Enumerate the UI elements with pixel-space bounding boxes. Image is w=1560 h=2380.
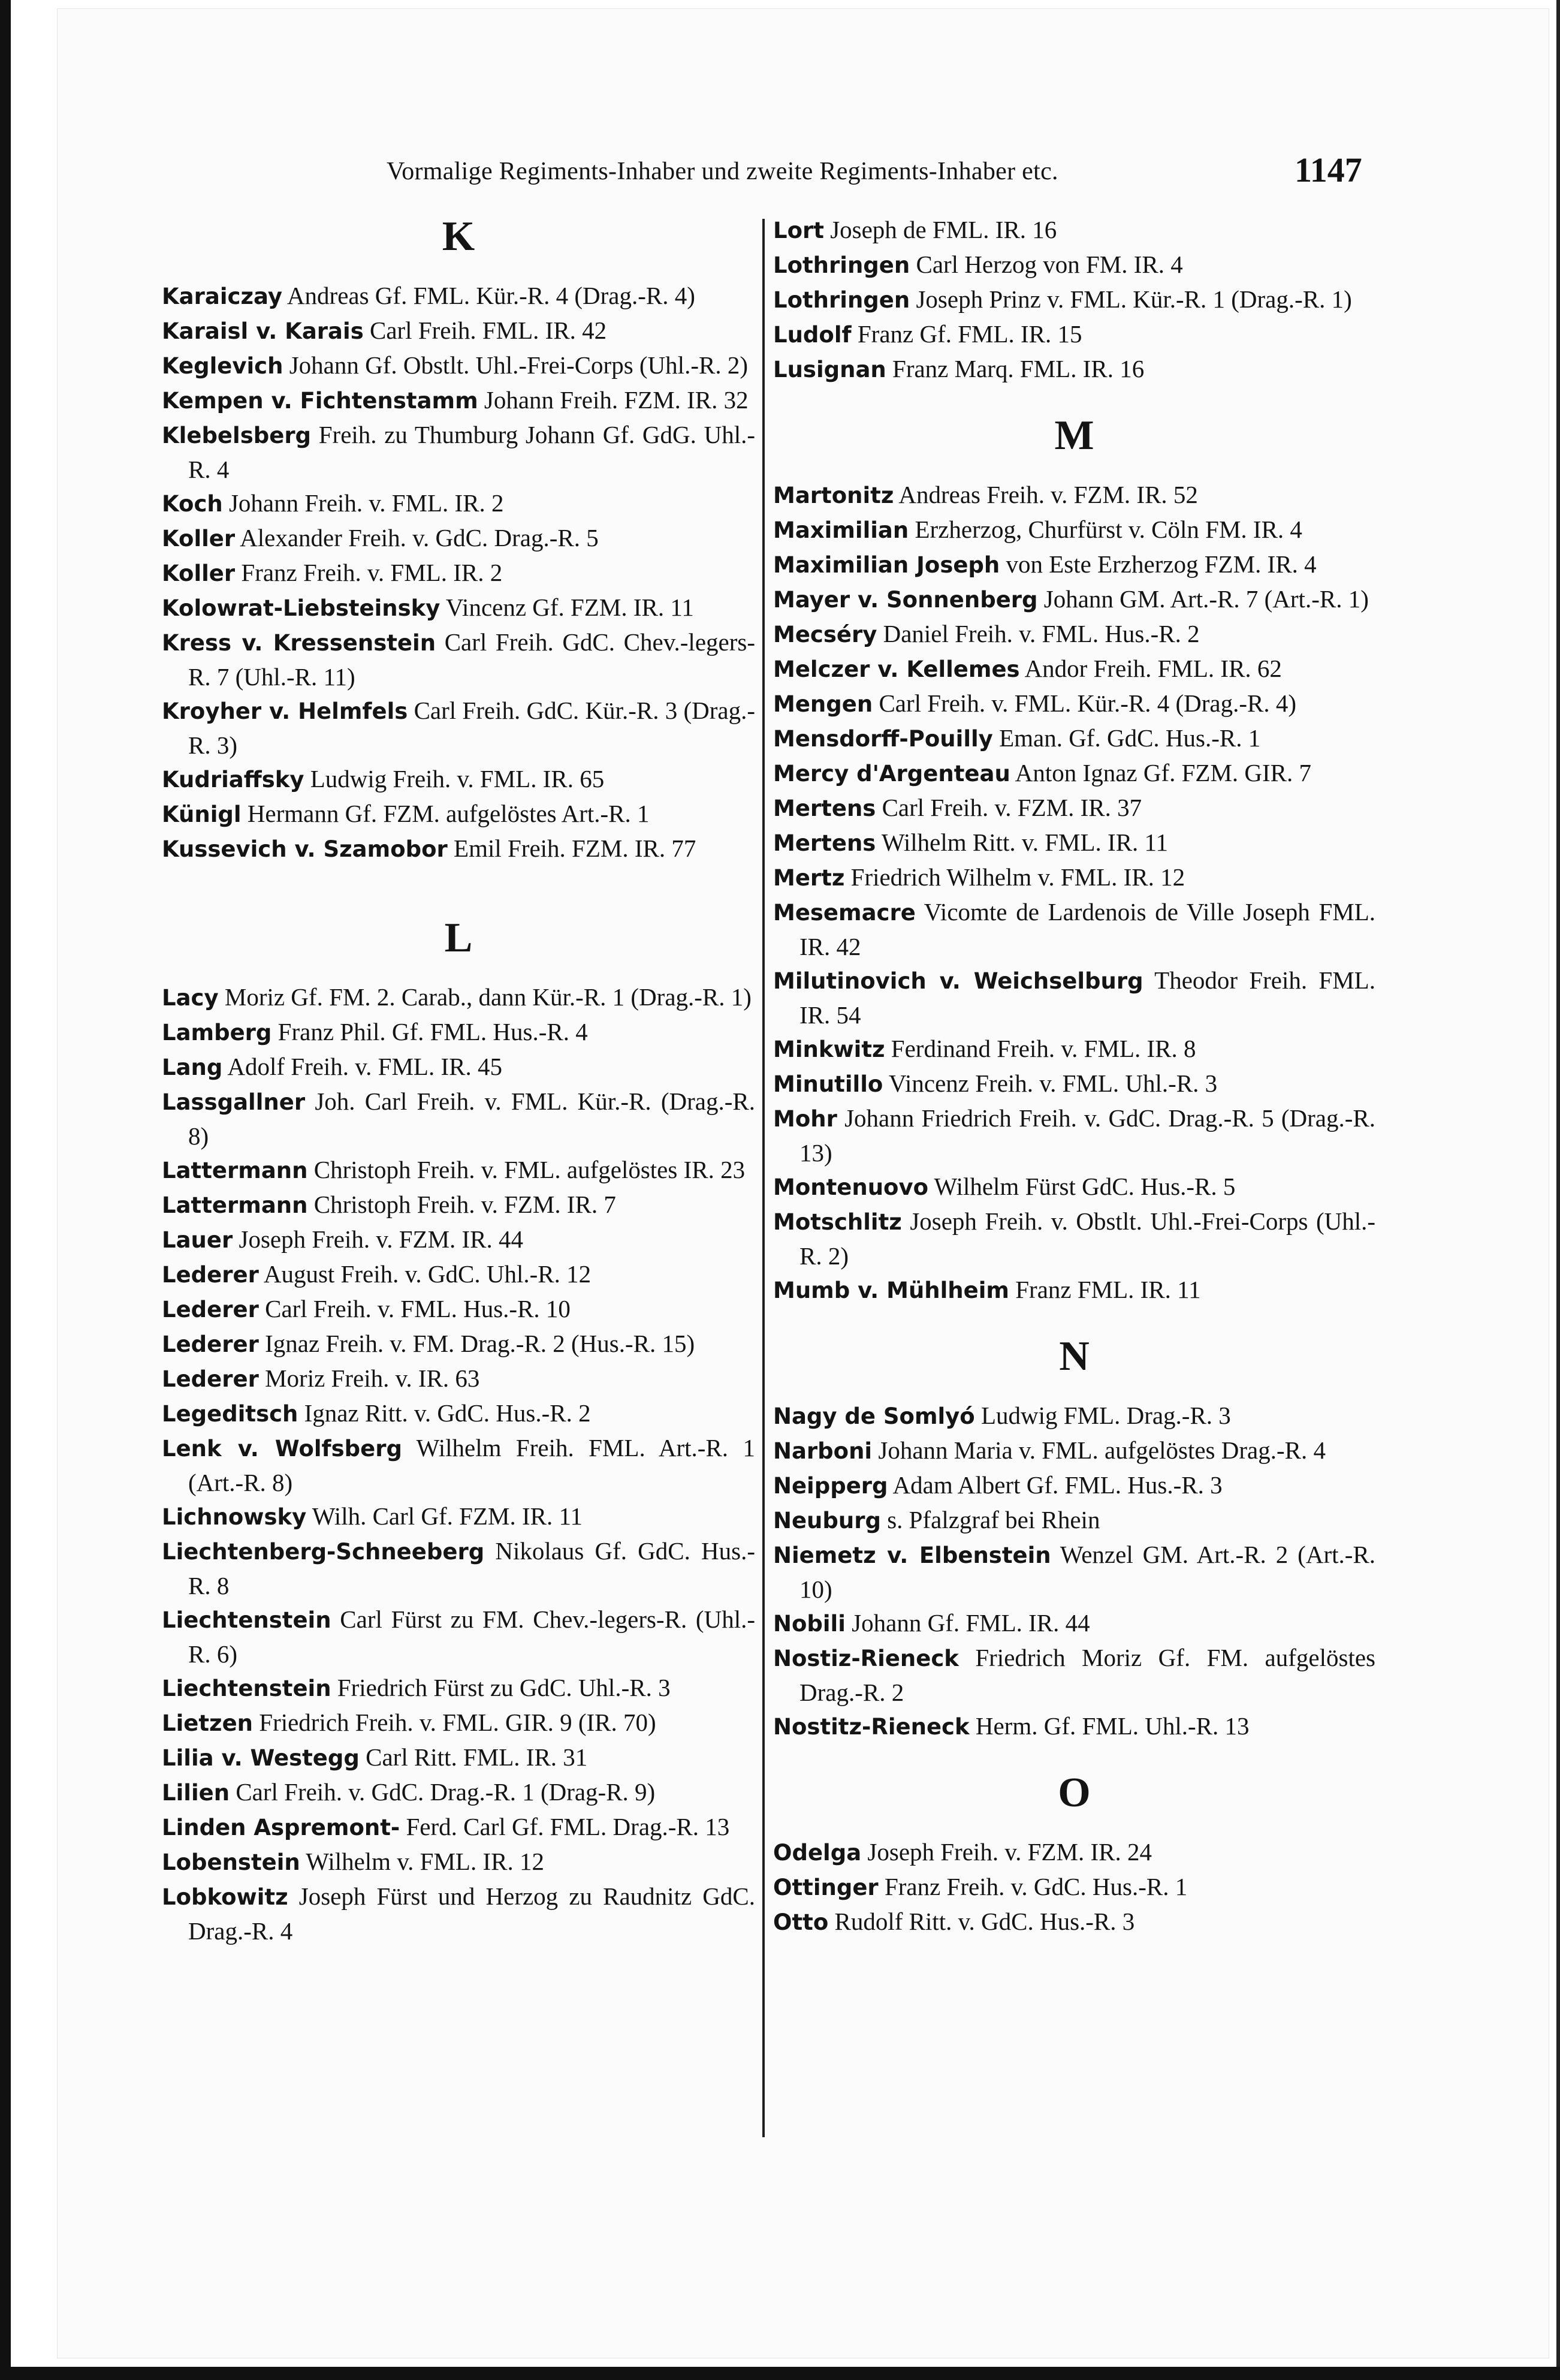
entry-detail: Ignaz Freih. v. FM. Drag.-R. 2 (Hus.-R. 15) [258, 1330, 695, 1357]
entry-name: Mayer v. Sonnenberg [773, 587, 1038, 613]
entry-detail: Johann Maria v. FML. aufgelöstes Drag.-R. 4 [872, 1436, 1326, 1464]
entry-name: Koller [162, 526, 236, 552]
entry-name: Linden Aspremont- [162, 1815, 400, 1840]
index-entry [162, 1222, 755, 1257]
entry-detail: Franz Gf. FML. IR. 15 [851, 320, 1082, 348]
entry-detail: Franz Freih. v. FML. IR. 2 [235, 559, 503, 586]
index-entry [773, 1032, 1375, 1067]
entry-name: Lamberg [162, 1020, 272, 1046]
entry-detail: Johann GM. Art.-R. 7 (Art.-R. 1) [1037, 585, 1369, 613]
index-entry [162, 591, 755, 625]
entry-detail: Moriz Freih. v. IR. 63 [258, 1364, 480, 1392]
section-letter: O [1058, 1770, 1091, 1816]
entry-detail: Nikolaus Gf. GdC. Hus.-R. 8 [188, 1537, 755, 1599]
index-entry [162, 1327, 755, 1361]
index-entry [773, 1468, 1375, 1503]
entry-name: Lilien [162, 1780, 230, 1806]
entry-name: Nostitz-Rieneck [773, 1714, 970, 1740]
index-entry [773, 617, 1375, 652]
entry-detail: Rudolf Ritt. v. GdC. Hus.-R. 3 [828, 1908, 1135, 1935]
index-entry [773, 317, 1375, 352]
right-column [773, 213, 1375, 1939]
index-entry [162, 832, 755, 866]
entry-name: Motschlitz [773, 1209, 902, 1235]
entry-detail: Herm. Gf. FML. Uhl.-R. 13 [969, 1712, 1250, 1740]
entry-name: Lichnowsky [162, 1504, 307, 1530]
index-entry [773, 1204, 1375, 1273]
scan-right-edge [1556, 0, 1560, 2380]
entry-name: Koch [162, 491, 223, 517]
section-letter: L [444, 915, 473, 961]
index-entry [162, 1740, 755, 1775]
index-entry [162, 1845, 755, 1879]
index-entry [773, 1538, 1375, 1606]
entry-detail: Wenzel GM. Art.-R. 2 (Art.-R. 10) [799, 1541, 1375, 1603]
entry-name: Liechtenberg-Schneeberg [162, 1539, 485, 1565]
entry-name: Melczer v. Kellemes [773, 656, 1020, 682]
entry-detail: Erzherzog, Churfürst v. Cöln FM. IR. 4 [909, 516, 1302, 543]
index-entry [162, 1810, 755, 1845]
entry-name: Mertens [773, 830, 876, 856]
entry-detail: Ludwig FML. Drag.-R. 3 [974, 1402, 1231, 1429]
index-entry [773, 1641, 1375, 1709]
entry-detail: Alexander Freih. v. GdC. Drag.-R. 5 [235, 524, 599, 552]
index-entry [773, 248, 1375, 282]
entry-name: Montenuovo [773, 1174, 928, 1200]
entry-detail: Freih. zu Thumburg Johann Gf. GdG. Uhl.-R. 4 [188, 421, 755, 483]
index-entry [773, 895, 1375, 963]
entry-detail: Joseph Freih. v. Obstlt. Uhl.-Frei-Corps (Uhl.-R. 2) [799, 1207, 1375, 1270]
entry-detail: Carl Freih. GdC. Chev.-legers-R. 7 (Uhl.-R. 11) [188, 628, 755, 691]
entry-detail: Carl Freih. FML. IR. 42 [363, 317, 607, 344]
entry-detail: Ludwig Freih. v. FML. IR. 65 [304, 765, 605, 793]
entry-detail: Johann Freih. FZM. IR. 32 [478, 386, 749, 414]
entry-name: Klebelsberg [162, 423, 312, 448]
entry-name: Lang [162, 1055, 223, 1080]
entry-detail: Adam Albert Gf. FML. Hus.-R. 3 [888, 1471, 1223, 1499]
entry-detail: Carl Freih. v. FML. Kür.-R. 4 (Drag.-R. 4) [873, 689, 1296, 717]
entry-name: Ottinger [773, 1875, 879, 1900]
entry-detail: Wilhelm Ritt. v. FML. IR. 11 [876, 829, 1169, 856]
section-letter: K [442, 213, 475, 260]
entry-detail: Andreas Freih. v. FZM. IR. 52 [894, 481, 1198, 508]
section-letter: N [1059, 1333, 1090, 1379]
entry-detail: Friedrich Wilhelm v. FML. IR. 12 [844, 863, 1185, 891]
index-entry [773, 721, 1375, 756]
entry-detail: Vicomte de Lardenois de Ville Joseph FML. IR. 42 [799, 898, 1375, 960]
index-entry [773, 1870, 1375, 1905]
index-entry [773, 1433, 1375, 1468]
entry-name: Mertz [773, 865, 845, 891]
entry-detail: Carl Freih. v. FML. Hus.-R. 10 [258, 1295, 571, 1322]
entry-name: Lothringen [773, 252, 910, 278]
entry-detail: Carl Freih. v. GdC. Drag.-R. 1 (Drag-R. 9) [230, 1778, 656, 1806]
entry-detail: Franz FML. IR. 11 [1009, 1276, 1201, 1303]
index-entry [162, 1361, 755, 1396]
entry-detail: Joseph de FML. IR. 16 [823, 216, 1057, 243]
entry-detail: Carl Ritt. FML. IR. 31 [359, 1743, 588, 1771]
index-entry [162, 1015, 755, 1050]
index-entry [773, 282, 1375, 317]
entry-name: Lattermann [162, 1158, 308, 1183]
entry-detail: Eman. Gf. GdC. Hus.-R. 1 [992, 724, 1261, 752]
running-head: Vormalige Regiments-Inhaber und zweite Regiments-Inhaber etc. [387, 158, 1058, 185]
entry-name: Kudriaffsky [162, 767, 304, 793]
index-entry [162, 1706, 755, 1740]
entry-detail: Carl Herzog von FM. IR. 4 [910, 251, 1183, 278]
index-entry [162, 1431, 755, 1499]
entry-name: Mensdorff-Pouilly [773, 726, 993, 752]
entry-detail: Vincenz Freih. v. FML. Uhl.-R. 3 [883, 1070, 1218, 1097]
entry-detail: s. Pfalzgraf bei Rhein [880, 1506, 1100, 1534]
index-entry [773, 547, 1375, 582]
entry-name: Mumb v. Mühlheim [773, 1278, 1009, 1303]
index-entry [773, 1273, 1375, 1308]
index-entry [162, 980, 755, 1015]
entry-name: Neipperg [773, 1473, 888, 1499]
index-entry [773, 513, 1375, 547]
index-entry [773, 352, 1375, 387]
entry-detail: von Este Erzherzog FZM. IR. 4 [1000, 550, 1317, 578]
entry-name: Lederer [162, 1366, 259, 1392]
entry-name: Kress v. Kressenstein [162, 630, 436, 656]
entry-detail: Johann Gf. FML. IR. 44 [845, 1609, 1090, 1637]
entry-name: Otto [773, 1909, 829, 1935]
entry-name: Kolowrat-Liebsteinsky [162, 595, 440, 621]
entry-name: Nagy de Somlyó [773, 1403, 975, 1429]
column-divider [762, 219, 765, 2137]
index-entry [162, 762, 755, 797]
index-entry [773, 1503, 1375, 1538]
index-entry [773, 1905, 1375, 1939]
entry-detail: Andor Freih. FML. IR. 62 [1019, 655, 1282, 682]
index-entry [162, 1534, 755, 1602]
entry-name: Mohr [773, 1106, 837, 1132]
index-entry [773, 1835, 1375, 1870]
entry-name: Lederer [162, 1297, 259, 1322]
entry-detail: Adolf Freih. v. FML. IR. 45 [222, 1053, 502, 1080]
entry-name: Liechtenstein [162, 1607, 331, 1633]
index-entry [773, 963, 1375, 1032]
index-entry [162, 1499, 755, 1534]
index-entry [162, 418, 755, 486]
index-entry [773, 213, 1375, 248]
entry-detail: Johann Freih. v. FML. IR. 2 [222, 489, 504, 517]
entry-name: Martonitz [773, 483, 894, 508]
entry-detail: Wilhelm Freih. FML. Art.-R. 1 (Art.-R. 8) [188, 1434, 755, 1496]
entry-name: Lassgallner [162, 1089, 306, 1115]
index-entry [773, 686, 1375, 721]
index-entry [773, 1101, 1375, 1170]
index-entry [162, 348, 755, 383]
index-entry [162, 1257, 755, 1292]
index-entry [773, 652, 1375, 686]
entry-detail: Joh. Carl Freih. v. FML. Kür.-R. (Drag.-R. 8) [188, 1087, 755, 1150]
entry-name: Maximilian Joseph [773, 552, 1000, 578]
index-entry [773, 582, 1375, 617]
entry-name: Karaisl v. Karais [162, 318, 364, 344]
entry-detail: Friedrich Freih. v. FML. GIR. 9 (IR. 70) [253, 1709, 656, 1736]
entry-name: Kussevich v. Szamobor [162, 836, 448, 862]
entry-name: Lort [773, 218, 824, 243]
entry-detail: Hermann Gf. FZM. aufgelöstes Art.-R. 1 [241, 800, 650, 827]
entry-name: Karaiczay [162, 284, 282, 309]
entry-detail: Joseph Prinz v. FML. Kür.-R. 1 (Drag.-R. 1) [910, 285, 1352, 313]
entry-name: Mercy d'Argenteau [773, 761, 1010, 787]
entry-detail: Carl Freih. v. FZM. IR. 37 [876, 794, 1142, 821]
index-entry [162, 556, 755, 591]
entry-name: Mecséry [773, 622, 877, 647]
index-entry [162, 383, 755, 418]
entry-name: Minutillo [773, 1071, 883, 1097]
entry-name: Minkwitz [773, 1037, 885, 1062]
entry-name: Lusignan [773, 357, 886, 382]
entry-name: Lothringen [773, 287, 910, 313]
entry-name: Niemetz v. Elbenstein [773, 1543, 1051, 1568]
entry-detail: Franz Freih. v. GdC. Hus.-R. 1 [878, 1873, 1188, 1900]
entry-name: Mengen [773, 691, 873, 717]
entry-detail: Johann Friedrich Freih. v. GdC. Drag.-R. 5 (Drag.-R. 13) [799, 1104, 1375, 1167]
index-entry [162, 625, 755, 694]
entry-name: Lattermann [162, 1192, 308, 1218]
entry-name: Narboni [773, 1438, 873, 1464]
entry-detail: Wilhelm Fürst GdC. Hus.-R. 5 [928, 1173, 1236, 1200]
entry-name: Künigl [162, 802, 242, 827]
entry-name: Lilia v. Westegg [162, 1745, 360, 1771]
index-entry [773, 1170, 1375, 1204]
index-entry [162, 694, 755, 762]
index-entry [162, 1671, 755, 1706]
index-entry [162, 1879, 755, 1948]
entry-detail: Carl Freih. GdC. Kür.-R. 3 (Drag.-R. 3) [188, 697, 755, 759]
entry-name: Kroyher v. Helmfels [162, 698, 408, 724]
entry-name: Lacy [162, 985, 219, 1011]
entry-detail: Joseph Freih. v. FZM. IR. 24 [861, 1838, 1152, 1866]
index-entry [773, 1606, 1375, 1641]
index-entry [162, 279, 755, 314]
index-entry [162, 1292, 755, 1327]
entry-name: Ludolf [773, 322, 852, 348]
index-entry [162, 1084, 755, 1153]
entry-detail: Friedrich Moriz Gf. FM. aufgelöstes Drag.-R. 2 [799, 1644, 1375, 1706]
entry-name: Lobenstein [162, 1849, 300, 1875]
index-entry [773, 826, 1375, 860]
entry-detail: Emil Freih. FZM. IR. 77 [447, 834, 696, 862]
entry-detail: Daniel Freih. v. FML. Hus.-R. 2 [877, 620, 1200, 647]
entry-detail: Ignaz Ritt. v. GdC. Hus.-R. 2 [298, 1399, 591, 1427]
index-entry [773, 756, 1375, 791]
entry-name: Keglevich [162, 353, 283, 379]
entry-detail: Joseph Fürst und Herzog zu Raudnitz GdC. Drag.-R. 4 [188, 1882, 755, 1945]
index-entry [162, 521, 755, 556]
index-entry [162, 797, 755, 832]
entry-detail: Joseph Freih. v. FZM. IR. 44 [233, 1225, 524, 1253]
entry-name: Lauer [162, 1227, 233, 1253]
entry-name: Lederer [162, 1262, 259, 1288]
entry-detail: August Freih. v. GdC. Uhl.-R. 12 [258, 1260, 592, 1288]
entry-detail: Johann Gf. Obstlt. Uhl.-Frei-Corps (Uhl.-R. 2) [283, 351, 748, 379]
index-entry [773, 1709, 1375, 1744]
entry-name: Kempen v. Fichtenstamm [162, 388, 478, 414]
entry-name: Mertens [773, 796, 876, 821]
index-entry [773, 1399, 1375, 1433]
entry-detail: Theodor Freih. FML. IR. 54 [799, 966, 1375, 1029]
entry-detail: Andreas Gf. FML. Kür.-R. 4 (Drag.-R. 4) [282, 282, 695, 309]
index-entry [162, 1602, 755, 1671]
index-entry [773, 1067, 1375, 1101]
entry-detail: Anton Ignaz Gf. FZM. GIR. 7 [1010, 759, 1312, 787]
entry-name: Neuburg [773, 1508, 881, 1534]
entry-name: Lenk v. Wolfsberg [162, 1436, 402, 1462]
index-entry [162, 486, 755, 521]
entry-detail: Franz Marq. FML. IR. 16 [886, 355, 1145, 382]
index-entry [773, 860, 1375, 895]
entry-detail: Ferd. Carl Gf. FML. Drag.-R. 13 [400, 1813, 730, 1840]
entry-detail: Franz Phil. Gf. FML. Hus.-R. 4 [271, 1018, 588, 1046]
entry-detail: Ferdinand Freih. v. FML. IR. 8 [885, 1035, 1196, 1062]
section-letter: M [1054, 412, 1094, 459]
index-entry [162, 1153, 755, 1188]
page-number: 1147 [1295, 150, 1362, 189]
entry-name: Nostiz-Rieneck [773, 1646, 959, 1671]
entry-name: Maximilian [773, 517, 909, 543]
entry-name: Milutinovich v. Weichselburg [773, 968, 1143, 994]
entry-detail: Wilh. Carl Gf. FZM. IR. 11 [306, 1502, 583, 1530]
entry-name: Lederer [162, 1331, 259, 1357]
entry-detail: Vincenz Gf. FZM. IR. 11 [440, 594, 694, 621]
entry-detail: Christoph Freih. v. FZM. IR. 7 [307, 1191, 616, 1218]
entry-name: Liechtenstein [162, 1676, 331, 1701]
entry-name: Lobkowitz [162, 1884, 288, 1910]
entry-detail: Carl Fürst zu FM. Chev.-legers-R. (Uhl.-R. 6) [188, 1605, 755, 1668]
scan-bottom-edge [0, 2367, 1560, 2380]
index-entry [773, 791, 1375, 826]
index-entry [773, 478, 1375, 513]
index-entry [162, 1396, 755, 1431]
index-entry [162, 1050, 755, 1084]
entry-detail: Wilhelm v. FML. IR. 12 [300, 1848, 544, 1875]
index-entry [162, 314, 755, 348]
entry-name: Odelga [773, 1840, 862, 1866]
entry-detail: Moriz Gf. FM. 2. Carab., dann Kür.-R. 1 (Drag.-R. 1) [218, 983, 752, 1011]
index-entry [162, 1188, 755, 1222]
entry-name: Mesemacre [773, 900, 916, 926]
entry-detail: Friedrich Fürst zu GdC. Uhl.-R. 3 [331, 1674, 671, 1701]
entry-name: Legeditsch [162, 1401, 298, 1427]
entry-detail: Christoph Freih. v. FML. aufgelöstes IR. 23 [307, 1156, 746, 1183]
entry-name: Koller [162, 561, 236, 586]
entry-name: Lietzen [162, 1710, 254, 1736]
index-entry [162, 1775, 755, 1810]
book-spine-edge [0, 0, 11, 2380]
entry-name: Nobili [773, 1611, 846, 1637]
left-column [162, 213, 755, 1948]
